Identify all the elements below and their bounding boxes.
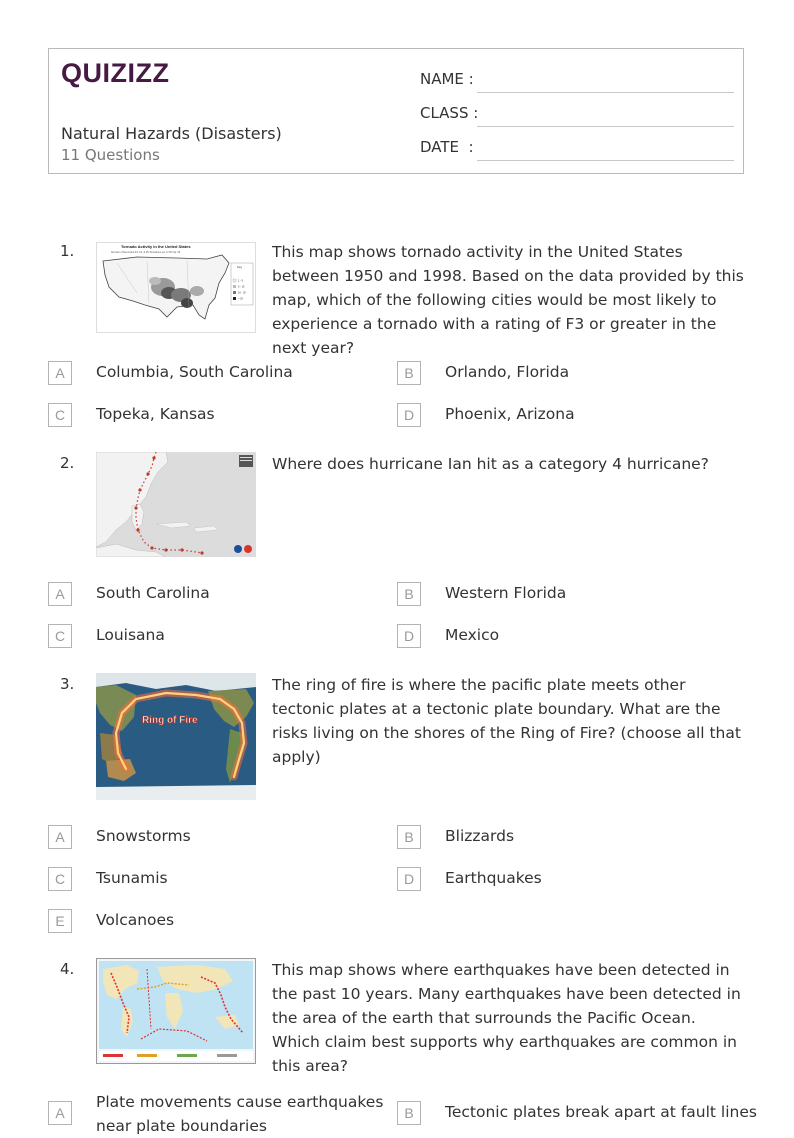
option-text: Orlando, Florida [445,363,570,381]
option-letter: E [48,909,72,933]
option-text: Western Florida [445,584,567,602]
option-a[interactable] [48,825,348,851]
option-letter: C [48,624,72,648]
option-b[interactable] [397,1101,757,1127]
option-a[interactable] [48,1093,384,1135]
question-text: Where does hurricane Ian hit as a category 4 hurricane? [272,455,709,473]
worksheet-title: Natural Hazards (Disasters) [61,124,282,143]
option-d[interactable] [397,624,697,650]
option-text: Tectonic plates break apart at fault lines [445,1103,757,1121]
option-letter: B [397,825,421,849]
tornado-map-icon [97,243,255,332]
option-a[interactable] [48,582,348,608]
option-letter: C [48,403,72,427]
class-line[interactable] [477,126,734,127]
option-d[interactable] [397,867,697,893]
option-letter: A [48,1101,72,1125]
option-c[interactable] [48,867,348,893]
tornado-key-3: 16 - 25 [238,291,246,295]
class-field[interactable] [420,101,734,125]
question-text: This map shows tornado activity in the United States between 1950 and 1998. Based on the data provided by this map, which of the following cities would be most likely to experience a tornado with a rating of F3 or greater in the next year? [272,243,744,357]
earthquake-map-icon [97,959,255,1063]
question-number: 2. [60,454,75,472]
option-text: South Carolina [96,584,210,602]
option-letter: D [397,867,421,891]
option-text: Columbia, South Carolina [96,363,293,381]
option-letter: A [48,361,72,385]
date-field[interactable] [420,135,734,159]
ring-of-fire-label: Ring of Fire [142,715,198,726]
option-c[interactable] [48,624,348,650]
worksheet-header [48,48,744,174]
name-line[interactable] [477,92,734,93]
ring-of-fire-map-icon [96,673,256,800]
hurricane-track-image [96,452,256,557]
question-number: 4. [60,960,75,978]
ring-of-fire-image [96,673,256,800]
option-letter: A [48,825,72,849]
question-number: 1. [60,242,75,260]
option-text: Volcanoes [96,911,175,929]
tornado-key-1: 1 - 5 [238,279,244,283]
tornado-map-title: Tornado Activity in the United States [121,244,191,249]
name-field[interactable] [420,67,734,91]
option-e[interactable] [48,909,348,935]
tornado-key-4: > 25 [238,297,243,301]
tornado-map-subtitle: Number of Recorded F3, F4, & F5 Tornadoes per 3,700 Sq. Mi. [111,251,181,254]
option-text: Phoenix, Arizona [445,405,575,423]
option-letter: B [397,1101,421,1125]
option-letter: B [397,582,421,606]
option-d[interactable] [397,403,697,429]
option-a[interactable] [48,361,348,387]
option-letter: B [397,361,421,385]
option-text: Earthquakes [445,869,542,887]
option-text: Snowstorms [96,827,191,845]
question-number: 3. [60,675,75,693]
earthquake-map-image [96,958,256,1064]
option-letter: D [397,624,421,648]
option-text: Tsunamis [96,869,168,887]
option-letter: D [397,403,421,427]
date-line[interactable] [477,160,734,161]
option-b[interactable] [397,825,697,851]
option-letter: A [48,582,72,606]
question-count: 11 Questions [61,146,160,164]
option-text: Louisana [96,626,165,644]
question-text: This map shows where earthquakes have been detected in the past 10 years. Many earthquakes have been detected in the area of the earth that surrounds the Pacific Ocean. Which claim best supports why earthquakes are common in this area? [272,961,741,1075]
option-b[interactable] [397,582,697,608]
name-label: NAME : [420,70,474,88]
tornado-key-2: 6 - 15 [238,285,245,289]
tornado-map-image [96,242,256,333]
tornado-map-key: Key [237,265,243,269]
date-label: DATE : [420,138,474,156]
option-c[interactable] [48,403,348,429]
hurricane-map-icon [96,452,256,557]
option-b[interactable] [397,361,697,387]
option-text: Plate movements cause earthquakes near plate boundaries [96,1093,384,1135]
class-label: CLASS : [420,104,479,122]
question-text: The ring of fire is where the pacific plate meets other tectonic plates at a tectonic plate boundary. What are the risks living on the shores of the Ring of Fire? (choose all that apply) [272,676,741,766]
option-text: Topeka, Kansas [96,405,215,423]
option-text: Blizzards [445,827,515,845]
option-text: Mexico [445,626,500,644]
option-letter: C [48,867,72,891]
quizizz-logo: QUIZIZZ [61,58,170,88]
